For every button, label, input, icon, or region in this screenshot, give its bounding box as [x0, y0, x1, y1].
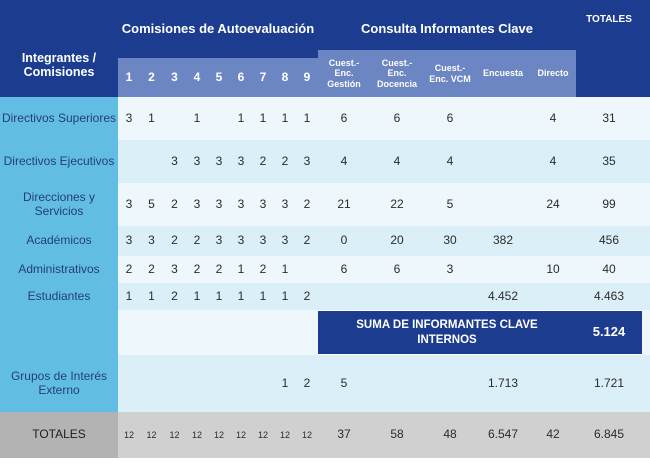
- comision-number-header: 2: [140, 58, 163, 97]
- externos-row-consulta-value: [530, 355, 576, 412]
- data-row-comision-value: 3: [296, 140, 318, 183]
- externos-row-comision-value: [252, 355, 274, 412]
- row-edge: [642, 140, 650, 183]
- data-row-comision-value: [163, 97, 186, 140]
- data-row-comision-value: 3: [163, 256, 186, 283]
- data-row-comision-value: [118, 140, 140, 183]
- data-row-comision-value: 1: [186, 97, 208, 140]
- grand-total-value: 6.845: [576, 412, 642, 458]
- data-row-total: 4.463: [576, 283, 642, 310]
- data-row-comision-value: 3: [208, 140, 230, 183]
- data-row-total: 456: [576, 226, 642, 256]
- data-row-comision-value: 1: [230, 256, 252, 283]
- data-row-comision-value: 1: [230, 97, 252, 140]
- row-header-label: Integrantes / Comisiones: [21, 50, 97, 79]
- data-row-comision-value: 1: [252, 97, 274, 140]
- comisiones-title: Comisiones de Autoevaluación: [118, 0, 318, 58]
- data-row-consulta-value: 4: [530, 140, 576, 183]
- externos-row-consulta-value: [424, 355, 476, 412]
- data-row-comision-value: 3: [230, 226, 252, 256]
- data-row-consulta-value: 4: [370, 140, 424, 183]
- data-row-comision-value: 3: [186, 183, 208, 226]
- data-row-comision-value: 2: [163, 283, 186, 310]
- data-row-comision-value: 3: [118, 183, 140, 226]
- data-row-comision-value: 2: [163, 226, 186, 256]
- data-row-comision-value: 3: [230, 183, 252, 226]
- row-edge: [642, 412, 650, 458]
- data-row-consulta-value: 22: [370, 183, 424, 226]
- data-row-comision-value: 2: [252, 256, 274, 283]
- data-row-comision-value: 2: [296, 283, 318, 310]
- data-row-consulta-value: 6: [424, 97, 476, 140]
- data-row-comision-value: 3: [118, 226, 140, 256]
- totals-comision-value: 12: [186, 412, 208, 458]
- data-row-consulta-value: 6: [318, 256, 370, 283]
- data-row-comision-value: 1: [274, 97, 296, 140]
- data-row-comision-value: 1: [186, 283, 208, 310]
- data-row-consulta-value: 0: [318, 226, 370, 256]
- data-row-total: 35: [576, 140, 642, 183]
- data-row-comision-value: 1: [274, 256, 296, 283]
- externos-row-comision-value: [208, 355, 230, 412]
- suma-row-side: [0, 310, 118, 355]
- data-row-comision-value: 2: [186, 226, 208, 256]
- data-row-label: Administrativos: [0, 256, 118, 283]
- consulta-title: Consulta Informantes Clave: [318, 0, 576, 58]
- externos-row-comision-value: [118, 355, 140, 412]
- consulta-column-header: Directo: [530, 50, 576, 97]
- data-row-comision-value: 3: [274, 183, 296, 226]
- data-row-total: 99: [576, 183, 642, 226]
- data-row-label: Direcciones y Servicios: [0, 183, 118, 226]
- data-row-comision-value: 2: [118, 256, 140, 283]
- data-row-consulta-value: 30: [424, 226, 476, 256]
- data-row-comision-value: 1: [274, 283, 296, 310]
- data-row-label: Directivos Ejecutivos: [0, 140, 118, 183]
- data-row-comision-value: 1: [140, 283, 163, 310]
- data-row-consulta-value: 4.452: [476, 283, 530, 310]
- data-row-consulta-value: 6: [318, 97, 370, 140]
- totals-comision-value: 12: [296, 412, 318, 458]
- data-row-consulta-value: 24: [530, 183, 576, 226]
- data-row-comision-value: 2: [186, 256, 208, 283]
- row-edge: [642, 310, 650, 355]
- externos-row-comision-value: [140, 355, 163, 412]
- data-row-consulta-value: 10: [530, 256, 576, 283]
- data-row-comision-value: 3: [186, 140, 208, 183]
- totals-consulta-value: 58: [370, 412, 424, 458]
- data-row-comision-value: 3: [274, 226, 296, 256]
- data-row-comision-value: 2: [252, 140, 274, 183]
- totals-comision-value: 12: [252, 412, 274, 458]
- data-row-consulta-value: 4: [424, 140, 476, 183]
- data-row-consulta-value: [530, 226, 576, 256]
- externos-row-label: Grupos de Interés Externo: [0, 355, 118, 412]
- totals-comision-value: 12: [274, 412, 296, 458]
- suma-label: SUMA DE INFORMANTES CLAVE INTERNOS: [318, 311, 576, 354]
- totals-comision-value: 12: [118, 412, 140, 458]
- data-row-comision-value: 2: [274, 140, 296, 183]
- row-edge: [642, 283, 650, 310]
- comision-number-header: 3: [163, 58, 186, 97]
- data-row-comision-value: 3: [252, 226, 274, 256]
- data-row-total: 31: [576, 97, 642, 140]
- row-edge: [642, 97, 650, 140]
- header-edge: [642, 0, 650, 97]
- comision-number-header: 7: [252, 58, 274, 97]
- consulta-column-header: Cuest.- Enc. Docencia: [370, 50, 424, 97]
- data-row-consulta-value: 4: [318, 140, 370, 183]
- data-row-comision-value: 2: [296, 183, 318, 226]
- data-row-comision-value: 2: [140, 256, 163, 283]
- row-edge: [642, 256, 650, 283]
- externos-row-consulta-value: [370, 355, 424, 412]
- data-row-comision-value: [208, 97, 230, 140]
- data-row-comision-value: 3: [140, 226, 163, 256]
- suma-row-blank: [118, 310, 318, 355]
- totals-consulta-value: 6.547: [476, 412, 530, 458]
- data-row-comision-value: [296, 256, 318, 283]
- data-row-consulta-value: [370, 283, 424, 310]
- data-row-label: Académicos: [0, 226, 118, 256]
- data-row-consulta-value: 4: [530, 97, 576, 140]
- totals-consulta-value: 42: [530, 412, 576, 458]
- data-row-consulta-value: 21: [318, 183, 370, 226]
- data-row-label: Estudiantes: [0, 283, 118, 310]
- comision-number-header: 8: [274, 58, 296, 97]
- data-row-consulta-value: 382: [476, 226, 530, 256]
- totals-consulta-value: 48: [424, 412, 476, 458]
- data-row-comision-value: 3: [208, 183, 230, 226]
- data-row-comision-value: 1: [230, 283, 252, 310]
- externos-row-comision-value: [230, 355, 252, 412]
- data-row-comision-value: 3: [163, 140, 186, 183]
- data-row-consulta-value: [476, 140, 530, 183]
- externos-row-comision-value: [186, 355, 208, 412]
- consulta-column-header: Cuest.- Enc. Gestión: [318, 50, 370, 97]
- comision-number-header: 9: [296, 58, 318, 97]
- totals-row-label: TOTALES: [0, 412, 118, 458]
- row-edge: [642, 355, 650, 412]
- totales-header: TOTALES: [576, 0, 642, 97]
- comision-number-header: 4: [186, 58, 208, 97]
- totals-consulta-value: 37: [318, 412, 370, 458]
- suma-value: 5.124: [576, 311, 642, 354]
- data-row-consulta-value: 5: [424, 183, 476, 226]
- data-row-comision-value: 3: [208, 226, 230, 256]
- data-row-comision-value: 1: [140, 97, 163, 140]
- totals-comision-value: 12: [230, 412, 252, 458]
- data-row-consulta-value: [424, 283, 476, 310]
- data-row-comision-value: 2: [208, 256, 230, 283]
- data-row-consulta-value: [476, 183, 530, 226]
- totals-comision-value: 12: [163, 412, 186, 458]
- externos-row-comision-value: 2: [296, 355, 318, 412]
- data-row-total: 40: [576, 256, 642, 283]
- externos-row-comision-value: 1: [274, 355, 296, 412]
- externos-row-consulta-value: 5: [318, 355, 370, 412]
- data-row-consulta-value: [476, 256, 530, 283]
- comision-number-header: 6: [230, 58, 252, 97]
- data-row-comision-value: 1: [118, 283, 140, 310]
- consulta-column-header: Cuest.- Enc. VCM: [424, 50, 476, 97]
- data-row-comision-value: 1: [208, 283, 230, 310]
- data-row-comision-value: 3: [252, 183, 274, 226]
- data-row-label: Directivos Superiores: [0, 97, 118, 140]
- totals-comision-value: 12: [208, 412, 230, 458]
- data-row-comision-value: 1: [296, 97, 318, 140]
- data-row-consulta-value: [530, 283, 576, 310]
- data-row-comision-value: 1: [252, 283, 274, 310]
- externos-row-total: 1.721: [576, 355, 642, 412]
- row-edge: [642, 183, 650, 226]
- data-row-consulta-value: [318, 283, 370, 310]
- data-row-consulta-value: 3: [424, 256, 476, 283]
- data-row-comision-value: 3: [230, 140, 252, 183]
- externos-row-comision-value: [163, 355, 186, 412]
- comision-number-header: 5: [208, 58, 230, 97]
- bottom-margin: [0, 458, 650, 465]
- row-edge: [642, 226, 650, 256]
- comision-number-header: 1: [118, 58, 140, 97]
- data-row-comision-value: 3: [118, 97, 140, 140]
- data-row-consulta-value: 20: [370, 226, 424, 256]
- externos-row-consulta-value: 1.713: [476, 355, 530, 412]
- data-row-consulta-value: [476, 97, 530, 140]
- totals-comision-value: 12: [140, 412, 163, 458]
- data-row-comision-value: 2: [163, 183, 186, 226]
- data-row-consulta-value: 6: [370, 256, 424, 283]
- consulta-column-header: Encuesta: [476, 50, 530, 97]
- data-row-comision-value: 5: [140, 183, 163, 226]
- data-row-consulta-value: 6: [370, 97, 424, 140]
- data-row-comision-value: [140, 140, 163, 183]
- data-row-comision-value: 2: [296, 226, 318, 256]
